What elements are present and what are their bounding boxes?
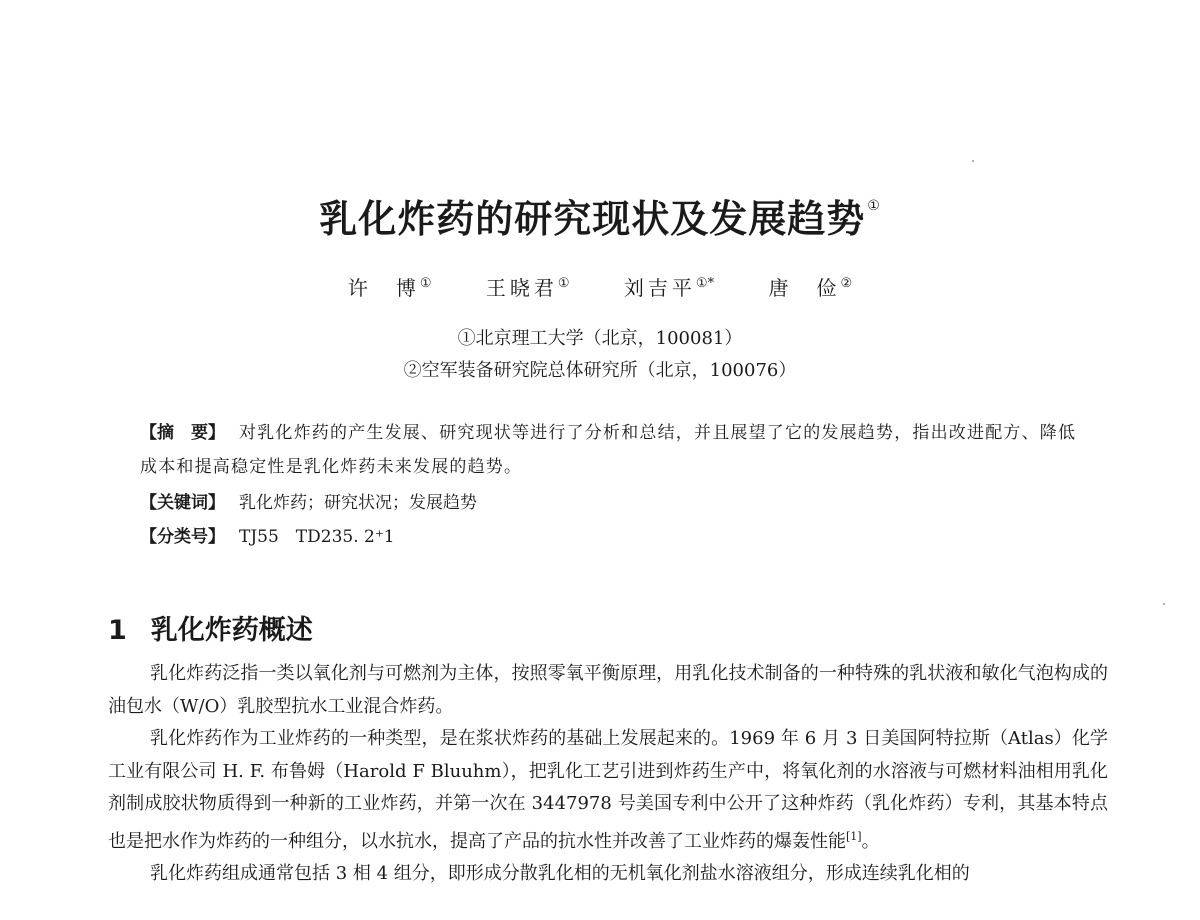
author-name: 许 博	[347, 276, 420, 300]
abstract-label: 【摘 要】	[140, 423, 225, 443]
author-name: 唐 俭	[768, 276, 841, 300]
paragraph-text: 乳化炸药组成通常包括 3 相 4 组分，即形成分散乳化相的无机氧化剂盐水溶液组分，形成连续乳化相的	[150, 863, 970, 884]
paragraph-text: 乳化炸药作为工业炸药的一种类型，是在浆状炸药的基础上发展起来的。1969 年 6 月 3 日美国阿特拉斯（Atlas）化学工业有限公司 H. F. 布鲁姆（Harold F Bluuhm），把乳化工艺引进到炸药生产中，将氧化剂的水溶液与可燃材料油相用乳化剂制成胶状物质得到一种新的工业炸药，并第一次在 3447978 号美国专利中公开了这种炸药（乳化炸药）专利，其基本特点也是把水作为炸药的一种组分，以水抗水，提高了产品的抗水性并改善了工业炸药的爆轰性能	[108, 728, 1108, 852]
author	[486, 272, 570, 301]
citation-ref[interactable]: [1]	[846, 829, 862, 843]
title-footnote-mark: ①	[867, 198, 881, 214]
classification-label: 【分类号】	[140, 527, 225, 547]
abstract-text: 对乳化炸药的产生发展、研究现状等进行了分析和总结，并且展望了它的发展趋势，指出改进配方、降低成本和提高稳定性是乳化炸药未来发展的趋势。	[140, 423, 1077, 477]
section-number: 1	[108, 615, 127, 646]
author-list	[0, 272, 1200, 301]
paragraph-text: 乳化炸药泛指一类以氧化剂与可燃剂为主体，按照零氧平衡原理，用乳化技术制备的一种特殊的乳状液和敏化气泡构成的油包水（W/O）乳胶型抗水工业混合炸药。	[108, 663, 1108, 717]
section-heading	[108, 608, 313, 647]
section-title: 乳化炸药概述	[150, 615, 313, 646]
body-text	[108, 658, 1108, 891]
classification-text: TJ55 TD235. 2⁺1	[239, 527, 395, 547]
author-name: 刘吉平	[623, 276, 696, 300]
paper-title-text: 乳化炸药的研究现状及发展趋势	[319, 197, 866, 241]
paragraph	[108, 723, 1108, 858]
author	[624, 272, 714, 301]
classification-number	[140, 520, 1080, 554]
paragraph	[108, 858, 1108, 891]
paragraph	[108, 658, 1108, 723]
paragraph-tail: 。	[861, 830, 880, 852]
scan-speck	[1163, 603, 1165, 605]
author-affil-mark: ①	[419, 276, 432, 291]
paper-title	[0, 188, 1200, 243]
keywords-text: 乳化炸药；研究状况；发展趋势	[239, 493, 477, 513]
keywords	[140, 486, 1080, 520]
affiliation-2: ②空军装备研究院总体研究所（北京，100076）	[403, 360, 797, 381]
keywords-label: 【关键词】	[140, 493, 225, 513]
affiliation-1: ①北京理工大学（北京，100081）	[457, 328, 743, 349]
scan-speck	[972, 160, 974, 162]
author	[348, 272, 432, 301]
author	[768, 272, 852, 301]
author-name: 王晓君	[485, 276, 558, 300]
author-affil-mark: ①	[557, 276, 570, 291]
author-affil-mark: ①*	[695, 276, 715, 291]
abstract	[140, 416, 1080, 484]
author-affil-mark: ②	[840, 276, 853, 291]
